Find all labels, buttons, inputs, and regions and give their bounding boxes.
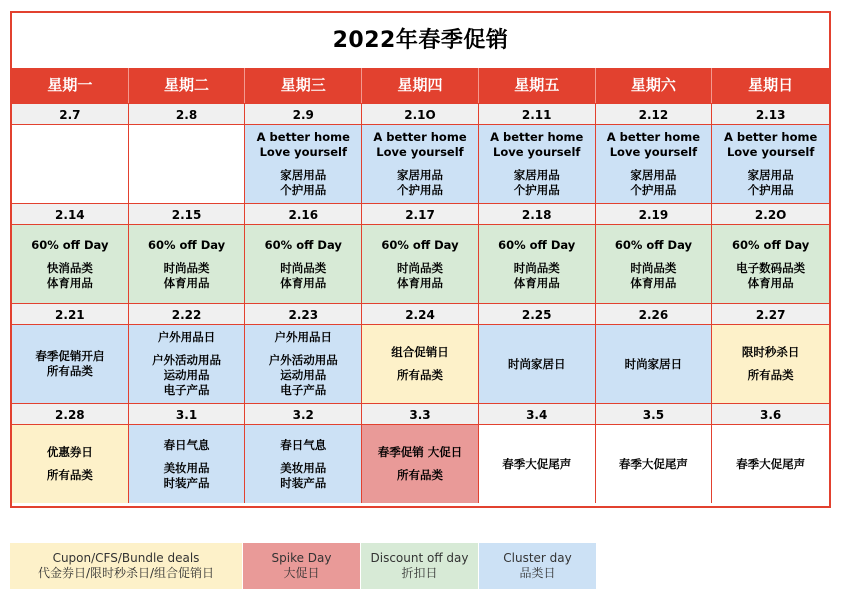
cell-text: 体育用品 [280, 275, 327, 290]
weekday-label: 星期二 [129, 68, 246, 103]
cell-text: 家居用品 [513, 168, 560, 182]
date-label: 2.8 [129, 103, 246, 125]
cell-text: 春日气息 [280, 437, 327, 452]
cell-text: 体育用品 [630, 275, 677, 290]
day-cell [12, 325, 129, 403]
content-row [12, 325, 829, 403]
day-cell [362, 325, 479, 403]
cell-text: A better home [490, 130, 584, 144]
date-label: 2.28 [12, 403, 129, 425]
date-label: 2.16 [245, 203, 362, 225]
day-cell [712, 125, 829, 203]
date-label: 2.27 [712, 303, 829, 325]
cell-text: A better home [606, 130, 701, 144]
date-label: 2.11 [479, 103, 596, 125]
legend-label-cn: 品类日 [519, 566, 556, 580]
cell-text: 体育用品 [513, 275, 560, 290]
date-row [12, 403, 829, 425]
legend-label-cn: 折扣日 [401, 566, 438, 580]
cell-text: 60% off Day [31, 237, 109, 252]
cell-text: 运动用品 [163, 368, 210, 382]
cell-text: 春日气息 [163, 437, 210, 452]
cell-text: 美妆用品 [163, 460, 210, 475]
date-row [12, 103, 829, 125]
cell-text: 时装产品 [163, 475, 210, 490]
cell-text: 春季促销 大促日 [377, 445, 463, 459]
cell-text: 所有品类 [46, 468, 93, 482]
cell-text: Love yourself [376, 145, 464, 159]
cell-text: Love yourself [726, 145, 815, 159]
cell-text: 家居用品 [630, 168, 677, 182]
content-row [12, 225, 829, 303]
legend-label-cn: 大促日 [283, 566, 320, 580]
date-label: 2.17 [362, 203, 479, 225]
date-label: 3.3 [362, 403, 479, 425]
cell-text: 个护用品 [630, 183, 677, 197]
day-cell [129, 225, 246, 303]
date-label: 2.22 [129, 303, 246, 325]
cell-text: 电子产品 [280, 383, 327, 397]
day-cell [12, 125, 129, 203]
cell-text: 时尚品类 [280, 260, 327, 275]
cell-text: 体育用品 [747, 275, 794, 290]
cell-text: 60% off Day [498, 237, 576, 252]
date-label: 2.25 [479, 303, 596, 325]
cell-text: 春季大促尾声 [736, 456, 806, 471]
date-label: 3.6 [712, 403, 829, 425]
day-cell [596, 425, 713, 503]
cell-text: 所有品类 [747, 368, 794, 382]
cell-text: 体育用品 [163, 275, 210, 290]
cell-text: 快消品类 [46, 260, 93, 275]
cell-text: 春季促销开启 [35, 349, 105, 363]
date-label: 2.26 [596, 303, 713, 325]
day-cell [479, 425, 596, 503]
date-label: 2.15 [129, 203, 246, 225]
day-cell [362, 425, 479, 503]
day-cell [712, 225, 829, 303]
day-cell [129, 125, 246, 203]
content-row [12, 125, 829, 203]
day-cell [12, 425, 129, 503]
weekday-label: 星期日 [748, 76, 794, 94]
cell-text: 美妆用品 [280, 460, 327, 475]
date-label: 2.24 [362, 303, 479, 325]
legend-label-en: Cupon/CFS/Bundle deals [52, 551, 200, 565]
day-cell [479, 225, 596, 303]
calendar-weeks [12, 103, 829, 503]
cell-text: A better home [724, 130, 818, 144]
date-label: 2.23 [245, 303, 362, 325]
day-cell [245, 125, 362, 203]
cell-text: 优惠券日 [46, 445, 93, 459]
weekday-header [12, 68, 829, 103]
legend-item [361, 543, 478, 589]
cell-text: 个护用品 [396, 183, 443, 197]
cell-text: 家居用品 [280, 168, 327, 182]
day-cell [245, 325, 362, 403]
cell-text: 60% off Day [381, 237, 459, 252]
day-cell [362, 125, 479, 203]
cell-text: A better home [373, 130, 467, 144]
cell-text: 60% off Day [147, 237, 226, 252]
cell-text: Love yourself [609, 145, 698, 159]
legend-label-en: Spike Day [271, 551, 332, 565]
date-label: 2.1O [362, 103, 479, 125]
date-label: 2.14 [12, 203, 129, 225]
date-label: 2.21 [12, 303, 129, 325]
promo-calendar [10, 11, 831, 508]
date-label: 2.13 [712, 103, 829, 125]
cell-text: 户外用品日 [157, 330, 216, 344]
day-cell [245, 225, 362, 303]
legend-label-en: Cluster day [503, 551, 572, 565]
legend-label-en: Discount off day [370, 551, 469, 565]
cell-text: 60% off Day [732, 237, 810, 252]
cell-text: 60% off Day [264, 237, 342, 252]
cell-text: 户外活动用品 [152, 353, 222, 367]
date-label: 3.5 [596, 403, 713, 425]
cell-text: 所有品类 [396, 468, 443, 482]
cell-text: 体育用品 [396, 275, 443, 290]
cell-text: Love yourself [259, 145, 347, 159]
calendar-title: 2022年春季促销 [332, 28, 509, 53]
day-cell [596, 225, 713, 303]
cell-text: 个护用品 [280, 183, 327, 197]
date-label: 3.1 [129, 403, 246, 425]
cell-text: 时尚家居日 [507, 356, 566, 371]
cell-text: 个护用品 [513, 183, 560, 197]
cell-text: 户外活动用品 [268, 353, 338, 367]
date-label: 2.2O [712, 203, 829, 225]
day-cell [712, 325, 829, 403]
date-row [12, 203, 829, 225]
date-label: 2.7 [12, 103, 129, 125]
weekday-label: 星期五 [479, 68, 596, 103]
date-row [12, 303, 829, 325]
cell-text: 个护用品 [747, 183, 794, 197]
day-cell [12, 225, 129, 303]
cell-text: 组合促销日 [391, 345, 449, 359]
cell-text: 户外用品日 [274, 330, 333, 344]
date-label: 2.9 [245, 103, 362, 125]
cell-text: 春季大促尾声 [618, 456, 688, 471]
cell-text: 60% off Day [614, 237, 693, 252]
cell-text: 时装产品 [280, 475, 327, 490]
cell-text: 所有品类 [396, 368, 443, 382]
day-cell [712, 425, 829, 503]
cell-text: Love yourself [493, 145, 581, 159]
cell-text: 家居用品 [747, 168, 794, 182]
weekday-label: 星期六 [596, 68, 713, 103]
date-label: 2.19 [596, 203, 713, 225]
day-cell [362, 225, 479, 303]
cell-text: 电子数码品类 [736, 260, 806, 275]
day-cell [596, 325, 713, 403]
date-label: 2.12 [596, 103, 713, 125]
cell-text: 家居用品 [396, 168, 443, 182]
cell-text: 体育用品 [46, 275, 93, 290]
legend-label-cn: 代金券日/限时秒杀日/组合促销日 [37, 566, 215, 580]
cell-text: 电子产品 [163, 383, 210, 397]
day-cell [129, 425, 246, 503]
cell-text: 运动用品 [280, 368, 327, 382]
cell-text: 时尚品类 [396, 260, 443, 275]
day-cell [479, 325, 596, 403]
cell-text: 所有品类 [46, 364, 93, 378]
cell-text: 时尚品类 [163, 260, 210, 275]
day-cell [129, 325, 246, 403]
content-row [12, 425, 829, 503]
cell-text: 时尚品类 [630, 260, 677, 275]
cell-text: 限时秒杀日 [741, 345, 800, 359]
weekday-label: 星期四 [362, 68, 479, 103]
legend [10, 543, 597, 589]
date-label: 3.4 [479, 403, 596, 425]
cell-text: 时尚品类 [513, 260, 560, 275]
date-label: 2.18 [479, 203, 596, 225]
weekday-label: 星期三 [245, 68, 362, 103]
date-label: 3.2 [245, 403, 362, 425]
cell-text: 时尚家居日 [624, 356, 683, 371]
legend-item [10, 543, 242, 589]
cell-text: 春季大促尾声 [502, 456, 572, 471]
weekday-label: 星期一 [12, 68, 129, 103]
cell-text: A better home [256, 130, 350, 144]
legend-item [243, 543, 360, 589]
day-cell [245, 425, 362, 503]
day-cell [479, 125, 596, 203]
day-cell [596, 125, 713, 203]
legend-item [479, 543, 596, 589]
